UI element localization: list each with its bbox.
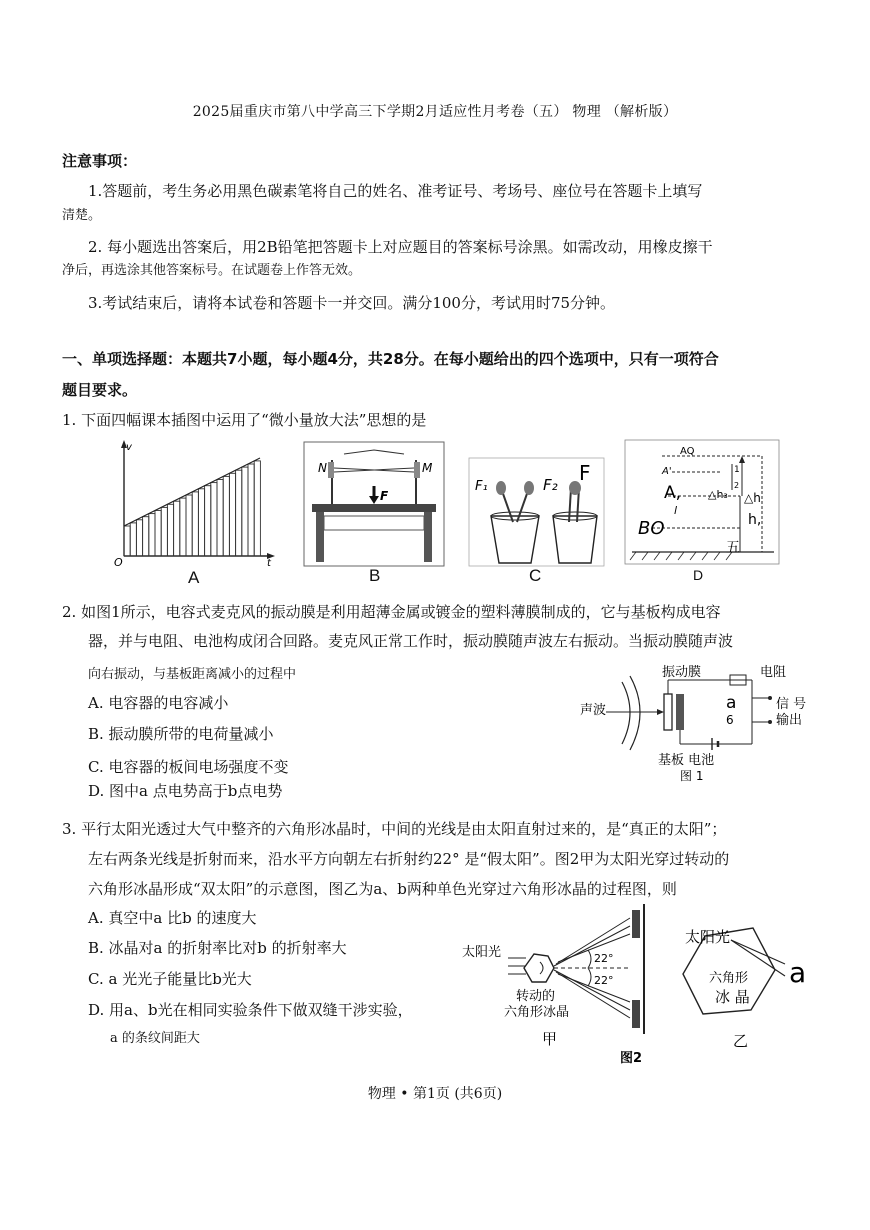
velocity-bar [229, 473, 235, 556]
label-dh: △h [744, 491, 761, 505]
force-f1-label: F₁ [475, 479, 488, 494]
axis-t-label: t [267, 558, 271, 569]
q3-figure-jia [460, 904, 660, 1070]
label-hex-yi-2: 冰 晶 [715, 988, 750, 1006]
question-2-line-2: 器，并与电阻、电池构成闭合回路。麦克风正常工作时，振动膜随声波左右振动。当振动膜随声波 [88, 632, 734, 650]
velocity-bar [205, 486, 211, 556]
question-2-option-b: B. 振动膜所带的电荷量减小 [88, 725, 274, 743]
label-resistor: 电阻 [760, 665, 787, 680]
label-wu: 五 [726, 540, 740, 556]
q2-figure-microphone [580, 664, 810, 786]
mirror-n-label: N [318, 461, 327, 475]
question-3-option-b: B. 冰晶对a 的折射率比对b 的折射率大 [88, 939, 347, 957]
section-heading-cont: 题目要求。 [62, 381, 138, 399]
label-a-prime: A' [662, 466, 672, 477]
notice-item-2: 2. 每小题选出答案后，用2B铅笔把答题卡上对应题目的答案标号涂黑。如需改动，用橡皮擦干 [88, 238, 713, 256]
velocity-bar [236, 470, 242, 556]
label-sound-wave: 声波 [580, 703, 607, 718]
question-1-stem: 1. 下面四幅课本插图中运用了“微小量放大法”思想的是 [62, 411, 427, 429]
label-1: 1 [734, 465, 740, 475]
label-dh3: △h₃ [708, 488, 728, 501]
question-3-option-d: D. 用a、b光在相同实验条件下做双缝干涉实验， [88, 1001, 413, 1019]
figure-1-caption: 图 1 [680, 769, 704, 783]
label-2: 2 [734, 481, 740, 490]
velocity-bar [198, 489, 204, 556]
velocity-bar [136, 520, 142, 556]
notice-item-2-cont: 净后，再选涂其他答案标号。在试题卷上作答无效。 [62, 263, 362, 278]
label-membrane: 振动膜 [662, 665, 702, 680]
origin-label: O [114, 556, 123, 569]
q1-figure-b [304, 442, 444, 566]
question-3-line-3: 六角形冰晶形成“双太阳”的示意图，图乙为a、b两种单色光穿过六角形冰晶的过程图，则 [88, 880, 677, 898]
question-2-line-1: 2. 如图1所示，电容式麦克风的振动膜是利用超薄金属或镀金的塑料薄膜制成的，它与基板构成电容 [62, 603, 721, 621]
q1-label-b: B [369, 566, 381, 585]
q1-label-c: C [529, 566, 542, 585]
q1-figure-c [469, 458, 604, 566]
q1-figure-a [112, 438, 280, 568]
q1-figure-d [622, 440, 782, 566]
question-2-line-3: 向右振动，与基板距离减小的过程中 [88, 667, 297, 682]
q1-label-a: A [188, 568, 200, 587]
point-b-label: 6 [726, 713, 734, 727]
velocity-bar [223, 476, 229, 556]
figure-2-caption: 图2 [620, 1051, 643, 1066]
notice-item-1: 1.答题前，考生务必用黑色碳素笔将自己的姓名、准考证号、考场号、座位号在答题卡上填写 [88, 182, 703, 200]
axis-v-label: v [126, 442, 132, 453]
label-a: A, [664, 483, 682, 503]
velocity-bar [192, 492, 198, 556]
question-3-line-1: 3. 平行太阳光透过大气中整齐的六角形冰晶时，中间的光线是由太阳直射过来的，是“真正的太阳”； [62, 820, 727, 838]
velocity-bar [167, 504, 173, 556]
velocity-bar [248, 464, 254, 556]
question-2-option-d: D. 图中a 点电势高于b点电势 [88, 782, 283, 800]
label-l: l [674, 504, 678, 517]
label-yi: 乙 [733, 1032, 749, 1050]
q3-figure-yi [675, 918, 815, 1048]
notice-item-3: 3.考试结束后，请将本试卷和答题卡一并交回。满分100分，考试用时75分钟。 [88, 294, 616, 312]
label-signal-1: 信 号 [776, 697, 807, 712]
force-f-label: F [380, 489, 389, 503]
angle-22-lower: 22° [594, 974, 614, 987]
question-3-line-2: 左右两条光线是折射而来，沿水平方向朝左右折射约22° 是“假太阳”。图2甲为太阳光穿过转动的 [88, 850, 730, 868]
velocity-bar [211, 483, 217, 556]
question-2-option-c: C. 电容器的板间电场强度不变 [88, 758, 289, 776]
velocity-bar [143, 517, 149, 556]
velocity-bar [161, 507, 167, 556]
mirror-m-label: M [422, 461, 433, 475]
ray-a-label: a [789, 956, 807, 989]
label-base-battery: 基板 电池 [658, 753, 715, 768]
velocity-bar [180, 498, 186, 556]
velocity-bar [186, 495, 192, 556]
label-hex-yi-1: 六角形 [709, 971, 749, 986]
label-aq: AQ [680, 446, 695, 457]
question-3-option-a: A. 真空中a 比b 的速度大 [88, 909, 257, 927]
velocity-bar [242, 467, 248, 556]
notice-item-1-cont: 清楚。 [62, 208, 102, 223]
velocity-bar [124, 526, 130, 556]
label-signal-2: 输出 [776, 713, 803, 728]
notice-heading: 注意事项： [62, 152, 138, 170]
velocity-bar [130, 523, 136, 556]
force-f2-label: F₂ [543, 476, 558, 494]
point-a-label: a [726, 693, 737, 713]
section-heading: 一、单项选择题：本题共7小题，每小题4分，共28分。在每小题给出的四个选项中，只有一项符合 [62, 350, 719, 368]
force-f-label-c: F [579, 461, 591, 485]
label-h: h, [748, 512, 762, 528]
velocity-bar [254, 461, 260, 556]
page-footer: 物理 • 第1页 (共6页) [367, 1086, 503, 1102]
velocity-bar [155, 511, 161, 557]
document-title: 2025届重庆市第八中学高三下学期2月适应性月考卷（五） 物理 （解析版） [192, 104, 678, 120]
velocity-bar [149, 514, 155, 556]
label-rotating: 转动的 [516, 989, 556, 1004]
label-bo: BO [638, 518, 665, 539]
question-2-option-a: A. 电容器的电容减小 [88, 694, 229, 712]
question-3-option-d-cont: a 的条纹间距大 [110, 1031, 200, 1046]
label-sunlight: 太阳光 [462, 945, 502, 960]
label-hex-crystal: 六角形冰晶 [504, 1005, 570, 1020]
label-sunlight-yi: 太阳光 [685, 928, 731, 946]
angle-22-upper: 22° [594, 952, 614, 965]
label-jia: 甲 [542, 1030, 558, 1048]
question-3-option-c: C. a 光光子能量比b光大 [88, 970, 252, 988]
q1-label-d: D [693, 567, 704, 583]
velocity-bar [217, 480, 223, 557]
velocity-bar [174, 501, 180, 556]
